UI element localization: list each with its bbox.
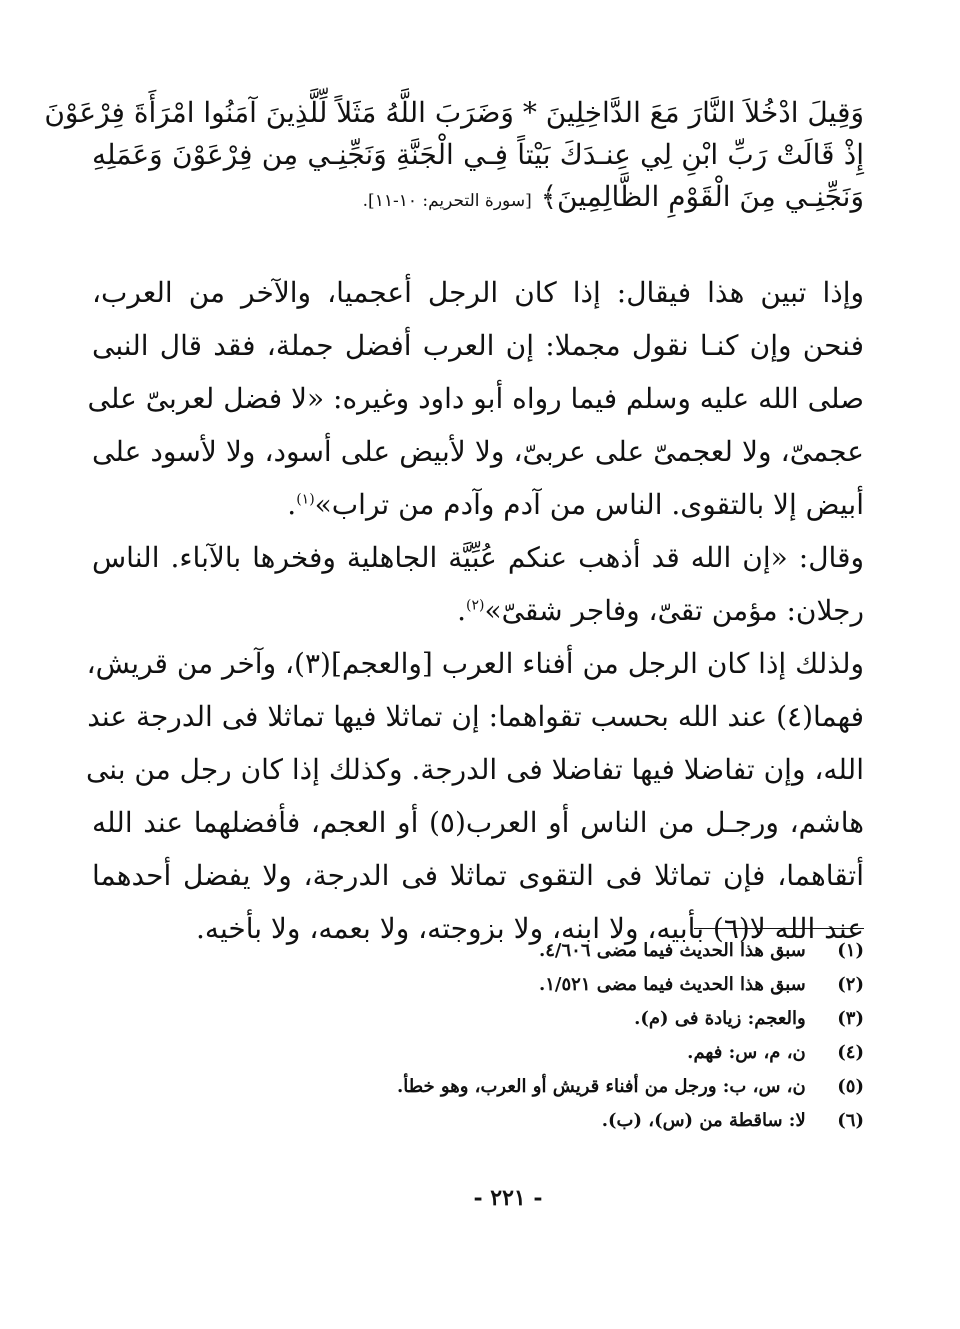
footnote-text: ن، م، س: فهم. xyxy=(687,1042,806,1063)
footnote-marker: (١) xyxy=(296,491,315,508)
paragraph xyxy=(92,531,864,637)
verse-line: إِذْ قَالَتْ رَبِّ ابْنِ لِي عِنـدَكَ بَيْتاً فِـي الْجَنَّةِ وَنَجِّنِـي مِن فِرْعَوْنَ وَعَمَلِهِ xyxy=(92,138,864,171)
footnote xyxy=(92,1036,864,1070)
verse-reference: [سورة التحريم: ١٠-١١]. xyxy=(362,191,532,211)
footnotes xyxy=(92,934,864,1138)
line-text: رجلان: مؤمن تقىّ، وفاجر شقىّ» xyxy=(484,594,864,627)
footnote-text: ن، س، ب: ورجل من أفناء قريش أو العرب، وهو خطأ. xyxy=(397,1076,806,1097)
quran-verse-block xyxy=(44,92,864,218)
footnote xyxy=(92,1104,864,1138)
paragraph xyxy=(85,637,864,955)
footnote-number: (٤) xyxy=(837,1042,864,1063)
text-line-last xyxy=(92,478,864,531)
line-tail: . xyxy=(287,488,297,521)
footnote-number: (٢) xyxy=(837,974,864,995)
footnote-number: (٥) xyxy=(837,1076,864,1097)
text-line: ولذلك إذا كان الرجل من أفناء العرب [والعجم](٣)، وآخر من قريش، xyxy=(86,647,864,680)
verse-line-last xyxy=(92,176,864,218)
footnote-divider xyxy=(694,928,864,929)
line-text: أبيض إلا بالتقوى. الناس من آدم وآدم من تراب» xyxy=(314,488,864,521)
text-line: عجمىّ، ولا لعجمىّ على عربىّ، ولا لأبيض على أسود، ولا لأسود على xyxy=(92,435,864,468)
footnote xyxy=(92,934,864,968)
line-text: عند الله لا(٦) بأبيه، ولا ابنه، ولا بزوجته، ولا بعمه، ولا بأخيه. xyxy=(196,912,864,945)
line-tail: . xyxy=(457,594,466,627)
footnote-marker: (٢) xyxy=(466,597,485,614)
text-line: وقال: «إن الله قد أذهب عنكم عُبِّيَّة الجاهلية وفخرها بالآباء. الناس xyxy=(92,541,864,574)
verse-text: وَنَجِّنِـي مِنَ الْقَوْمِ الظَّالِمِينَ﴾ xyxy=(540,180,864,213)
text-line: أتقاهما، فإن تماثلا فى التقوى تماثلا فى الدرجة، ولا يفضل أحدهما xyxy=(92,859,864,892)
footnote-text: لا: ساقطة من (س)، (ب). xyxy=(601,1110,806,1131)
text-line: صلى الله عليه وسلم فيما رواه أبو داود وغيره: «لا فضل لعربىّ على xyxy=(87,382,864,415)
footnote xyxy=(92,1070,864,1104)
footnote-number: (١) xyxy=(837,940,864,961)
text-line: وإذا تبين هذا فيقال: إذا كان الرجل أعجميا، والآخر من العرب، xyxy=(92,276,864,309)
footnote-number: (٣) xyxy=(837,1008,864,1029)
footnote-text: سبق هذا الحديث فيما مضى ١/٥٢١. xyxy=(538,974,806,995)
text-line: هاشم، ورجـل من الناس أو العرب(٥) أو العجم، فأفضلهما عند الله xyxy=(92,806,864,839)
footnote-number: (٦) xyxy=(837,1110,864,1131)
footnote xyxy=(92,968,864,1002)
footnote-text: سبق هذا الحديث فيما مضى ٤/٦٠٦. xyxy=(538,940,806,961)
text-line: فنحن وإن كنـا نقول مجملا: إن العرب أفضل جملة، فقد قال النبى xyxy=(92,329,864,362)
paragraph xyxy=(87,266,864,531)
footnote xyxy=(92,1002,864,1036)
text-line: الله، وإن تفاضلا فيها تفاضلا فى الدرجة. وكذلك إذا كان رجل من بنى xyxy=(85,753,864,786)
footnote-text: والعجم: زيادة فى (م). xyxy=(634,1008,806,1029)
text-line: فهما(٤) عند الله بحسب تقواهما: إن تماثلا فيها تماثلا فى الدرجة عند xyxy=(87,700,864,733)
verse-line: وَقِيلَ ادْخُلاَ النَّارَ مَعَ الدَّاخِلِينَ * وَضَرَبَ اللَّهُ مَثَلاً لِّلَّذِينَ آمَنُوا امْرَأَةَ فِرْعَوْنَ xyxy=(44,96,864,129)
text-line-last xyxy=(92,584,864,637)
body-text xyxy=(85,266,864,955)
page-number: - ٢٢١ - xyxy=(473,1185,543,1211)
